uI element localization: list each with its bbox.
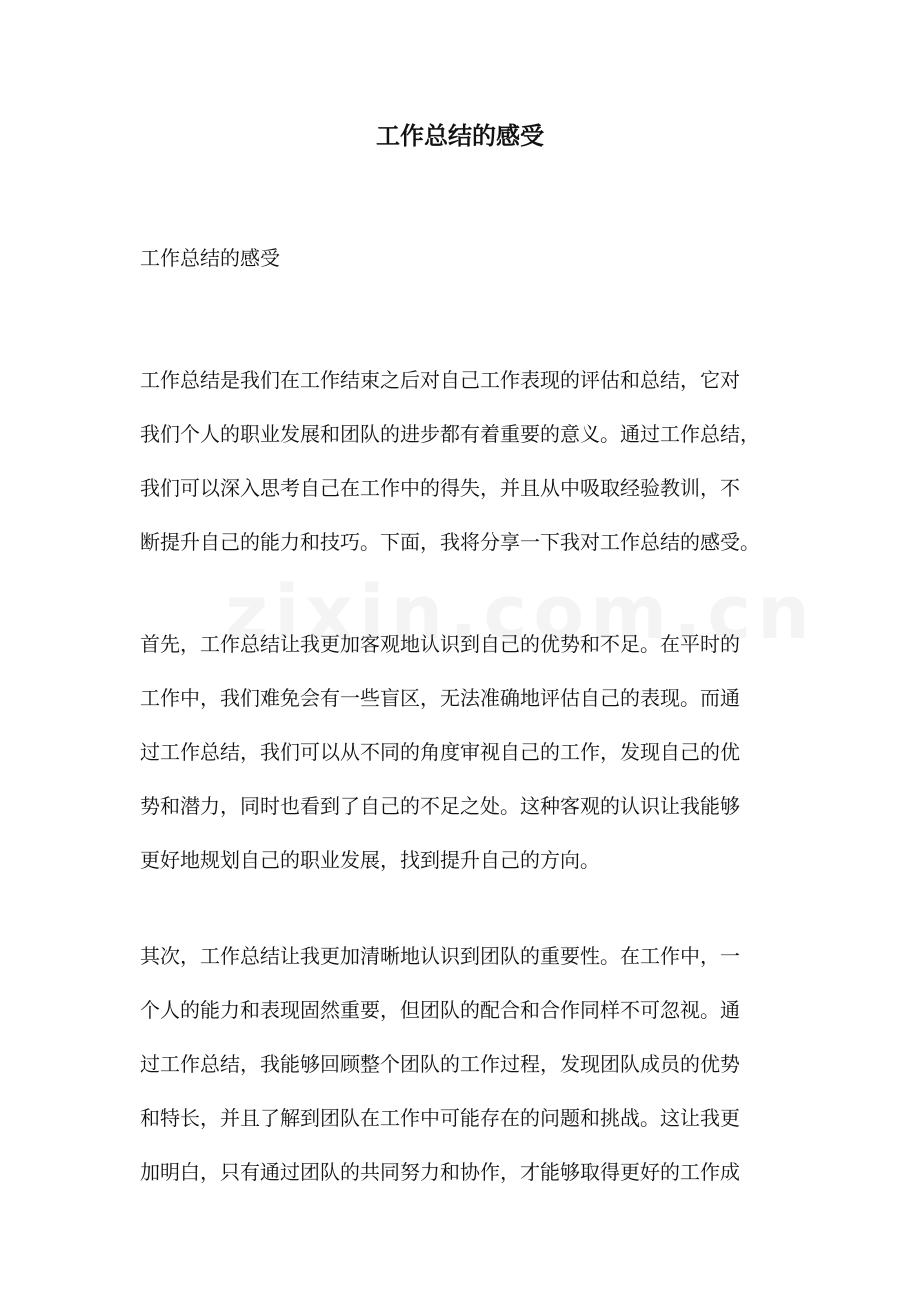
document-title: 工作总结的感受 xyxy=(376,121,544,150)
paragraph-line: 和特长，并且了解到团队在工作中可能存在的问题和挑战。这让我更 xyxy=(140,1106,740,1130)
paragraph-line: 个人的能力和表现固然重要，但团队的配合和合作同样不可忽视。通 xyxy=(140,998,740,1022)
paragraph-line: 我们可以深入思考自己在工作中的得失，并且从中吸取经验教训，不 xyxy=(140,476,740,500)
paragraph-line: 过工作总结，我能够回顾整个团队的工作过程，发现团队成员的优势 xyxy=(140,1052,740,1076)
paragraph-line: 工作总结是我们在工作结束之后对自己工作表现的评估和总结，它对 xyxy=(140,368,740,392)
paragraph-intro xyxy=(140,362,790,560)
paragraph-line: 断提升自己的能力和技巧。下面，我将分享一下我对工作总结的感受。 xyxy=(140,530,760,554)
paragraph-line: 加明白，只有通过团队的共同努力和协作，才能够取得更好的工作成 xyxy=(140,1160,740,1184)
paragraph-first xyxy=(140,626,790,878)
paragraph-line: 势和潜力，同时也看到了自己的不足之处。这种客观的认识让我能够 xyxy=(140,794,740,818)
paragraph-line: 过工作总结，我们可以从不同的角度审视自己的工作，发现自己的优 xyxy=(140,740,740,764)
document-subtitle: 工作总结的感受 xyxy=(140,246,280,270)
paragraph-line: 首先，工作总结让我更加客观地认识到自己的优势和不足。在平时的 xyxy=(140,632,740,656)
paragraph-line: 工作中，我们难免会有一些盲区，无法准确地评估自己的表现。而通 xyxy=(140,686,740,710)
paragraph-second xyxy=(140,938,790,1190)
paragraph-line: 其次，工作总结让我更加清晰地认识到团队的重要性。在工作中，一 xyxy=(140,944,740,968)
paragraph-line: 我们个人的职业发展和团队的进步都有着重要的意义。通过工作总结， xyxy=(140,422,760,446)
paragraph-line: 更好地规划自己的职业发展，找到提升自己的方向。 xyxy=(140,848,600,872)
